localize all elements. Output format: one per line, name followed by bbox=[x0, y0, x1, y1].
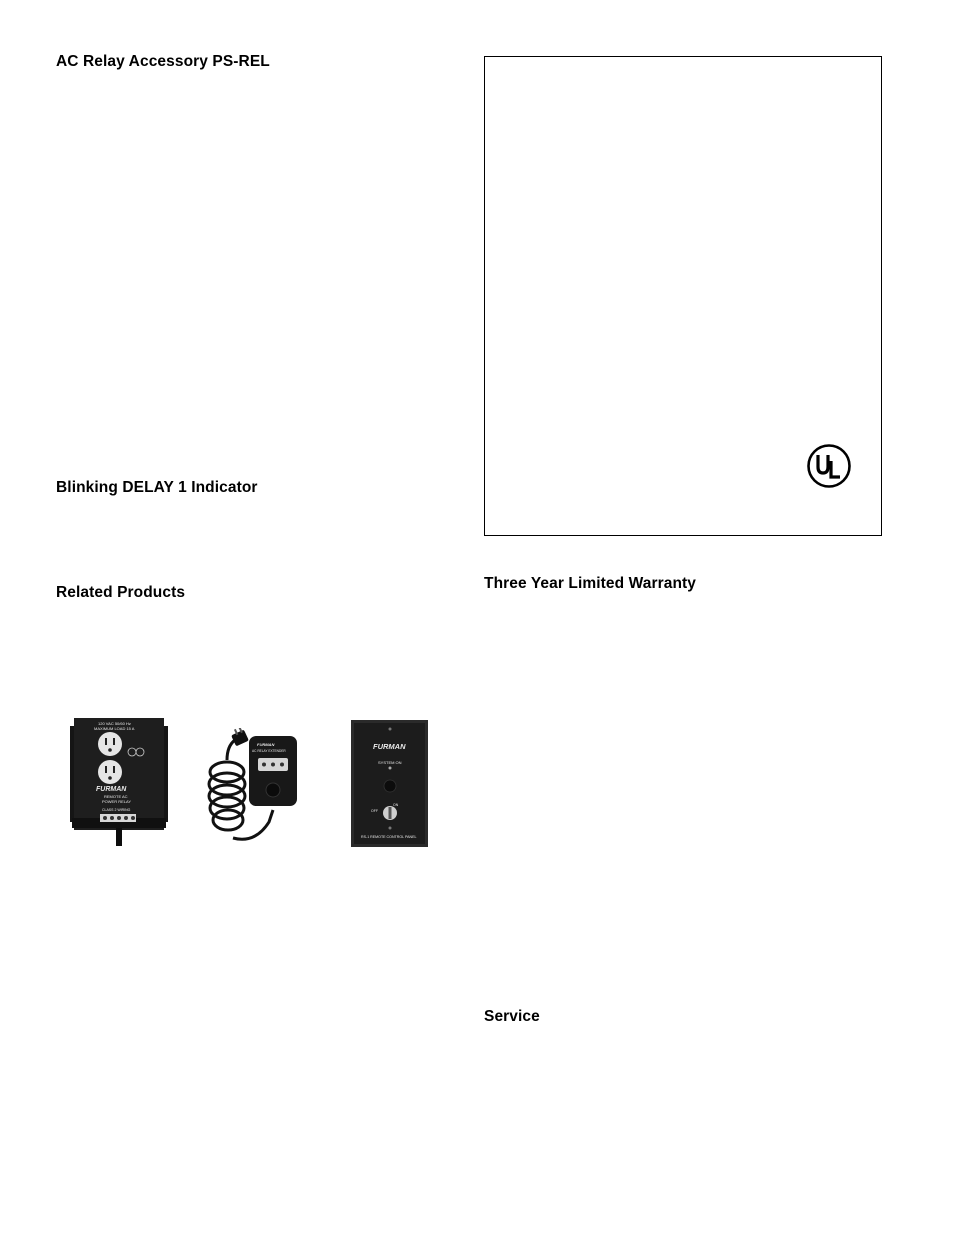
power-cord bbox=[116, 828, 122, 846]
relay-brand-logo: FURMAN bbox=[96, 786, 127, 793]
relay-label-voltage: 120 VAC 50/60 Hz bbox=[98, 721, 131, 726]
relay-class-label: CLASS 2 WIRING bbox=[102, 808, 131, 812]
terminal-block bbox=[100, 814, 136, 822]
panel-on-label: ON bbox=[393, 803, 399, 807]
panel-caption: RS-1 REMOTE CONTROL PANEL bbox=[361, 835, 417, 839]
power-relay-photo bbox=[70, 718, 168, 848]
panel-off-label: OFF bbox=[371, 809, 378, 813]
relay-model-line-2: POWER RELAY bbox=[102, 799, 132, 804]
outlet-top bbox=[98, 732, 122, 756]
panel-system-on-label: SYSTEM ON bbox=[378, 760, 402, 765]
relay-label-load: MAXIMUM LOAD 15 A bbox=[94, 726, 135, 731]
system-on-led-icon bbox=[389, 767, 392, 770]
ul-logo bbox=[807, 444, 851, 488]
relay-model-line-1: REMOTE AC bbox=[104, 794, 128, 799]
extender-housing bbox=[249, 736, 297, 806]
heading-blinking-delay-indicator: Blinking DELAY 1 Indicator bbox=[56, 479, 258, 496]
extender-label: AC RELAY EXTENDER bbox=[252, 749, 286, 753]
indicator-lamp-icon bbox=[384, 780, 396, 792]
screw-icon bbox=[389, 827, 392, 830]
extender-brand: FURMAN bbox=[257, 742, 275, 747]
plug-icon bbox=[231, 728, 249, 746]
remote-control-panel-photo bbox=[351, 720, 428, 847]
heading-ac-relay-accessory: AC Relay Accessory PS-REL bbox=[56, 53, 270, 70]
heading-three-year-warranty: Three Year Limited Warranty bbox=[484, 575, 697, 592]
outlet-bottom bbox=[98, 760, 122, 784]
relay-extender-photo bbox=[203, 728, 298, 846]
key-switch-icon bbox=[383, 806, 397, 820]
heading-related-products: Related Products bbox=[56, 584, 186, 601]
heading-service: Service bbox=[484, 1008, 540, 1025]
panel-brand-logo: FURMAN bbox=[373, 742, 406, 751]
screw-icon bbox=[389, 728, 392, 731]
